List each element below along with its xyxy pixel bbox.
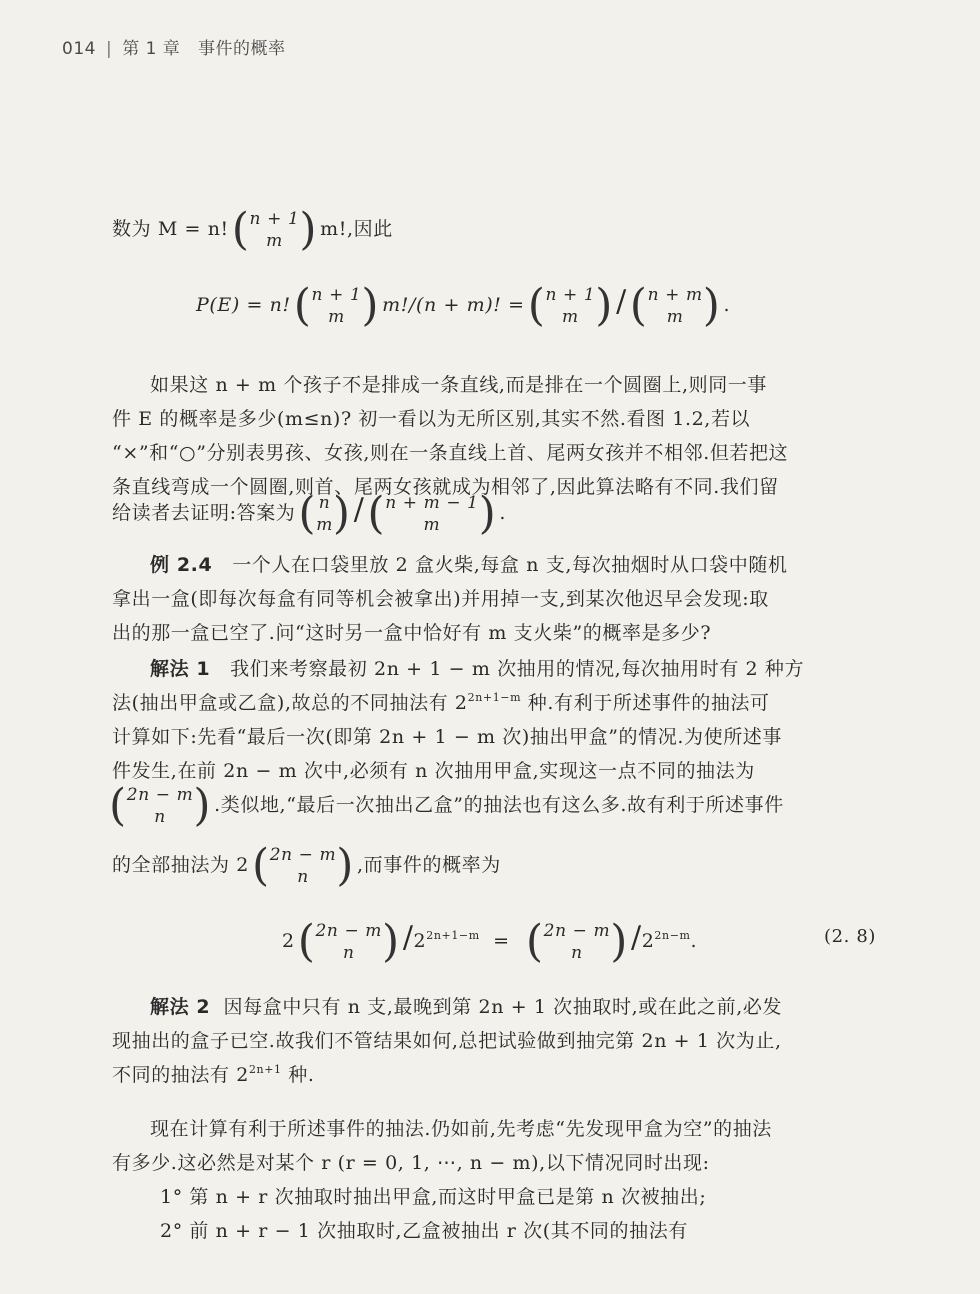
chapter-label: 第 1 章 [122, 39, 181, 59]
solution-line [112, 652, 862, 686]
solution-label: 解法 2 [150, 996, 211, 1018]
solution-line: 现抽出的盒子已空.故我们不管结果如何,总把试验做到抽完第 2n + 1 次为止, [112, 1030, 782, 1052]
solution-line [112, 990, 862, 1024]
exponent: 2n+1−m [467, 691, 522, 704]
binom-top: n [318, 493, 331, 513]
binom-top: n + 1 [311, 285, 362, 305]
binom-bottom: n [154, 807, 166, 827]
page-number: 014 [62, 39, 96, 59]
text-span: m!,因此 [320, 218, 393, 240]
equals: = [493, 930, 510, 952]
binom-top: n + m [647, 285, 703, 305]
example-line: 出的那一盒已空了.问“这时另一盒中恰好有 m 支火柴”的概率是多少? [112, 622, 712, 644]
text-span: 的全部抽法为 2 [112, 854, 249, 876]
solution-line: 件发生,在前 2n − m 次中,必须有 n 次抽用甲盒,实现这一点不同的抽法为 [112, 760, 755, 782]
equation-lhs: P(E) = n! [196, 294, 291, 316]
binomial: (2n − m n ) [525, 916, 628, 967]
equation-line: 2(2n − m n ) $/2^{2n+1-m} = (2n - m$ n ) $/2^{2n-m}$. (2. 8) [282, 916, 876, 967]
paragraph-line: 条直线弯成一个圆圈,则首、尾两女孩就成为相邻了,因此算法略有不同.我们留 [112, 476, 779, 498]
paragraph-line: 有多少.这必然是对某个 r (r = 0, 1, ⋯, n − m),以下情况同时出现: [112, 1152, 710, 1174]
solution-line [112, 840, 862, 891]
binom-top: n + 1 [545, 285, 596, 305]
text-span: .类似地,“最后一次抽出乙盒”的抽法也有这么多.故有利于所述事件 [214, 794, 784, 816]
text-span: 给读者去证明:答案为 [112, 502, 296, 524]
binom-top: 2n − m [315, 921, 383, 941]
binom-top: 2n − m [543, 921, 611, 941]
binomial: (2n − m n ) [109, 780, 212, 831]
paragraph-line: “×”和“○”分别表男孩、女孩,则在一条直线上首、尾两女孩并不相邻.但若把这 [112, 442, 789, 464]
binomial: (2n − m n ) [297, 916, 400, 967]
equation-line: P(E) = n!(n + 1 m ) m!/(n + m)! =(n + 1 m ) /(n + m m ) . [196, 280, 731, 331]
binomial: ( n m) [298, 488, 351, 539]
binom-bottom: n [571, 943, 583, 963]
text-span: 我们来考察最初 2n + 1 − m 次抽用的情况,每次抽用时有 2 种方 [230, 658, 805, 680]
binomial: (n + 1 m ) [293, 280, 380, 331]
binom-bottom: m [423, 515, 441, 535]
paragraph-line: 现在计算有利于所述事件的抽法.仍如前,先考虑“先发现甲盒为空”的抽法 [150, 1118, 772, 1140]
binom-bottom: m [666, 307, 684, 327]
example-label: 例 2.4 [150, 554, 213, 576]
text-span: ,而事件的概率为 [357, 854, 501, 876]
binom-bottom: m [328, 307, 345, 327]
exponent: 2n+1−m [426, 929, 480, 942]
list-item: 1° 第 n + r 次抽取时抽出甲盒,而这时甲盒已是第 n 次被抽出; [160, 1186, 707, 1208]
binom-bottom: m [562, 307, 579, 327]
exponent: 2n+1 [248, 1063, 282, 1076]
binom-top: 2n − m [269, 845, 337, 865]
paragraph-line: 件 E 的概率是多少(m≤n)? 初一看以为无所区别,其实不然.看图 1.2,若以 [112, 408, 751, 430]
binomial: (n + m − 1 m ) [367, 488, 497, 539]
exponent: 2n−m [654, 929, 691, 942]
solution-line [106, 780, 856, 831]
chapter-title: 事件的概率 [198, 39, 286, 59]
text-span: 种.有利于所述事件的抽法可 [521, 692, 770, 714]
binom-top: n + 1 [249, 209, 300, 229]
binom-bottom: n [342, 943, 355, 963]
example-line: 拿出一盒(即每次每盒有同等机会被拿出)并用掉一支,到某次他迟早会发现:取 [112, 588, 769, 610]
example-line [112, 548, 862, 582]
binom-top: n + m − 1 [385, 493, 479, 513]
running-header: 014 | 第 1 章 事件的概率 [62, 39, 286, 59]
text-span: 种. [281, 1064, 315, 1086]
binom-bottom: m [316, 515, 333, 535]
binomial: (n + m m ) [629, 280, 721, 331]
solution-line: 计算如下:先看“最后一次(即第 2n + 1 − m 次)抽出甲盒”的情况.为使所述事 [112, 726, 783, 748]
paragraph-line: 如果这 n + m 个孩子不是排成一条直线,而是排在一个圆圈上,则同一事 [150, 374, 768, 396]
solution-label: 解法 1 [150, 658, 211, 680]
text-span: 法(抽出甲盒或乙盒),故总的不同抽法有 2 [112, 692, 468, 714]
equation-mid: m!/(n + m)! = [382, 294, 525, 316]
binomial: (n + 1 m ) [231, 204, 318, 255]
binom-bottom: m [266, 231, 283, 251]
solution-line [112, 686, 862, 720]
text-line [112, 204, 862, 255]
equation-number: (2. 8) [824, 926, 876, 947]
text-span: 一个人在口袋里放 2 盒火柴,每盒 n 支,每次抽烟时从口袋中随机 [232, 554, 788, 576]
solution-line [112, 1058, 862, 1092]
text-span: 不同的抽法有 2 [112, 1064, 249, 1086]
binomial: (n + 1 m ) [527, 280, 614, 331]
text-span: 数为 M = n! [112, 218, 229, 240]
paragraph-line: 给读者去证明:答案为( n m) /(n + m − 1 m ) . [112, 488, 507, 539]
binomial: (2n − m n ) [251, 840, 355, 891]
binom-bottom: n [297, 867, 309, 887]
text-span: 因每盒中只有 n 支,最晚到第 2n + 1 次抽取时,或在此之前,必发 [223, 996, 783, 1018]
list-item: 2° 前 n + r − 1 次抽取时,乙盒被抽出 r 次(其不同的抽法有 [160, 1220, 688, 1242]
coefficient: 2 [282, 930, 295, 952]
binom-top: 2n − m [126, 785, 194, 805]
